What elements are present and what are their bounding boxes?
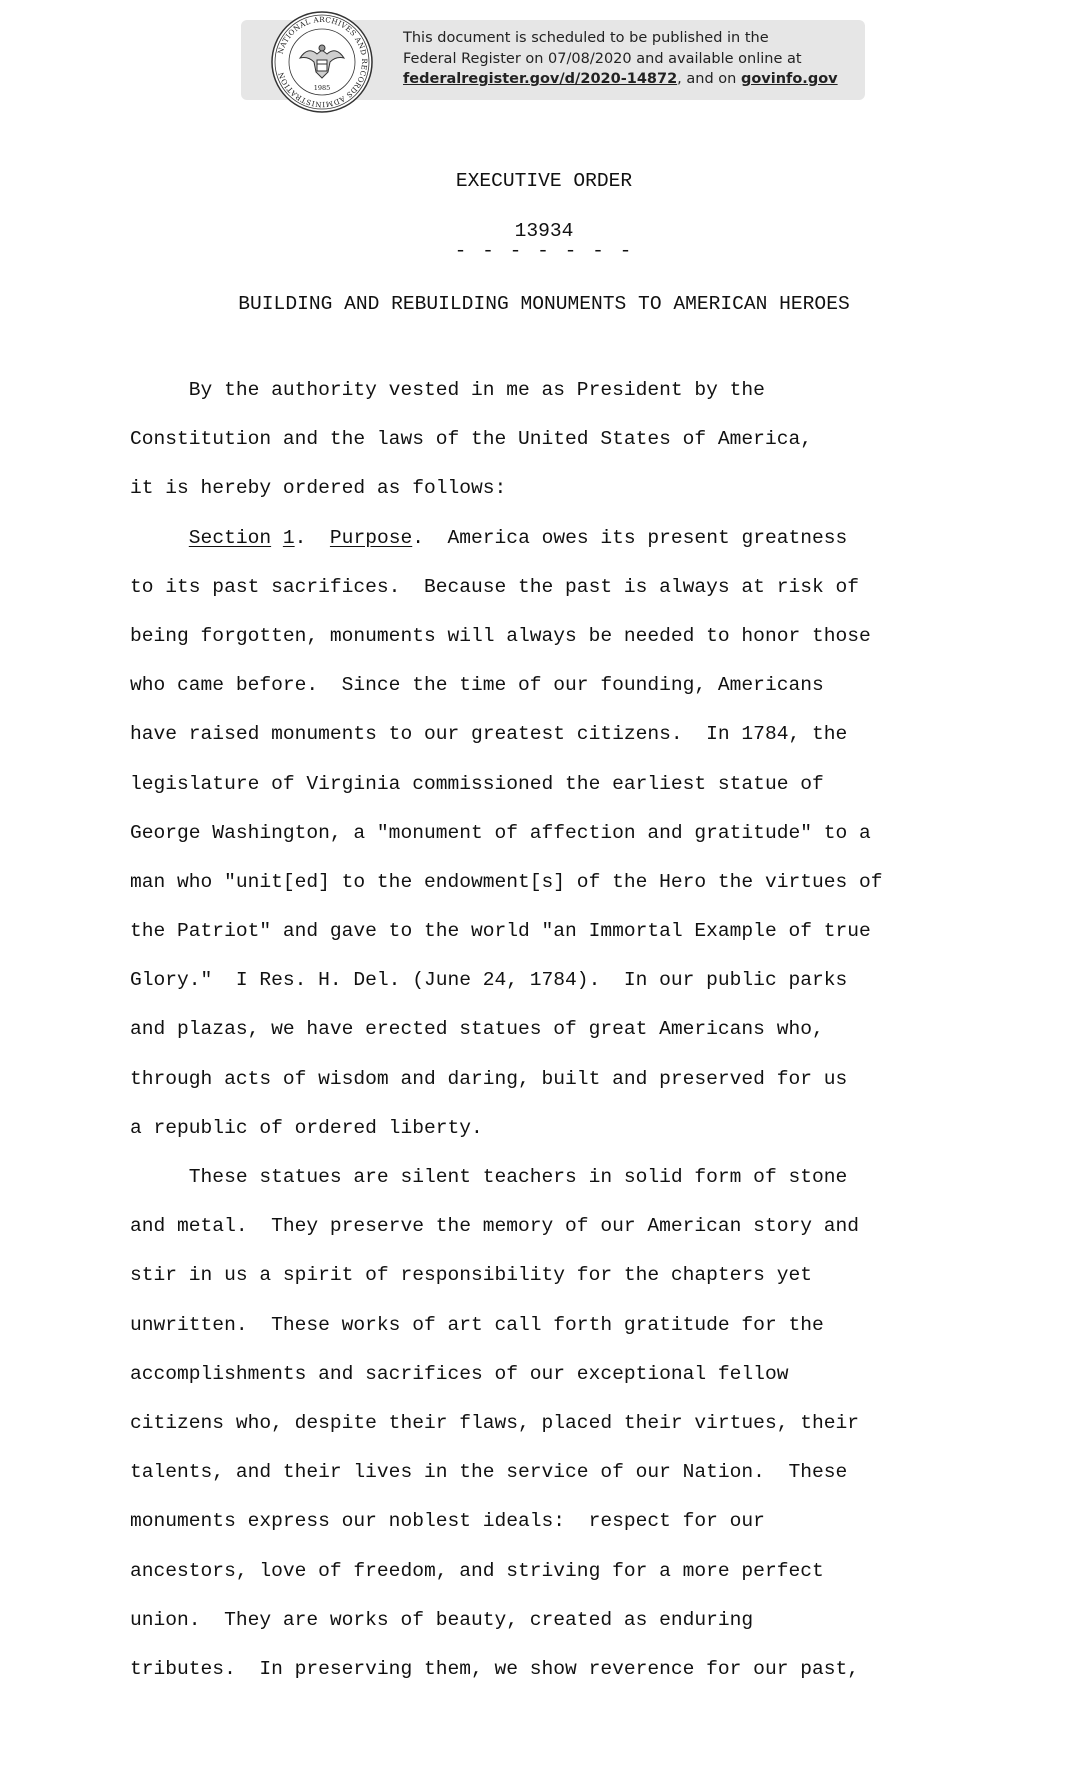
national-archives-seal: [270, 10, 374, 114]
text-line: who came before. Since the time of our founding, Americans: [130, 674, 824, 697]
text-line: union. They are works of beauty, created as enduring: [130, 1608, 754, 1631]
section-heading-line: [130, 514, 1010, 563]
banner-line-1: This document is scheduled to be published in the: [403, 30, 769, 46]
banner-text: [403, 28, 853, 90]
banner-line-2: Federal Register on 07/08/2020 and available online at: [403, 50, 802, 67]
text-line: through acts of wisdom and daring, built and preserved for us: [130, 1067, 848, 1090]
text-line: legislature of Virginia commissioned the earliest statue of: [130, 772, 824, 795]
text-line: By the authority vested in me as President by the: [130, 379, 765, 401]
order-number: 13934: [514, 220, 574, 242]
banner-connector: , and on: [677, 71, 741, 87]
text-line: These statues are silent teachers in solid form of stone: [130, 1166, 848, 1188]
text-line: the Patriot" and gave to the world "an Immortal Example of true: [130, 920, 871, 943]
order-subtitle: BUILDING AND REBUILDING MONUMENTS TO AMERICAN HEROES: [238, 293, 850, 315]
text-line: ancestors, love of freedom, and striving for a more perfect: [130, 1559, 824, 1582]
section-label: Section: [188, 526, 272, 549]
banner-line-3: [403, 69, 853, 90]
federal-register-link[interactable]: federalregister.gov/d/2020-14872: [403, 71, 678, 87]
text-line: talents, and their lives in the service of our Nation. These: [130, 1461, 848, 1484]
section-text: America owes its present greatness: [447, 526, 848, 549]
text-line: citizens who, despite their flaws, placed their virtues, their: [130, 1411, 860, 1434]
text-line: Constitution and the laws of the United States of America,: [130, 428, 812, 451]
text-line: monuments express our noblest ideals: respect for our: [130, 1510, 765, 1533]
text-line: and metal. They preserve the memory of our American story and: [130, 1215, 860, 1238]
document-title: EXECUTIVE ORDER: [455, 170, 633, 192]
seal-year: 1985: [313, 84, 331, 92]
text-line: being forgotten, monuments will always be needed to honor those: [130, 624, 871, 647]
text-line: have raised monuments to our greatest citizens. In 1784, the: [130, 723, 848, 746]
section-number: 1: [282, 526, 295, 549]
text-line: to its past sacrifices. Because the past is always at risk of: [130, 575, 860, 598]
section-indent: [130, 527, 189, 549]
section-heading: Purpose: [329, 526, 413, 549]
section-separator: .: [294, 526, 330, 549]
text-line: and plazas, we have erected statues of great Americans who,: [130, 1018, 824, 1041]
text-line: unwritten. These works of art call forth gratitude for the: [130, 1313, 824, 1336]
text-line: Glory." I Res. H. Del. (June 24, 1784). In our public parks: [130, 969, 848, 992]
text-line: tributes. In preserving them, we show reverence for our past,: [130, 1657, 860, 1680]
govinfo-link[interactable]: govinfo.gov: [740, 71, 838, 87]
text-line: accomplishments and sacrifices of our exceptional fellow: [130, 1362, 789, 1385]
text-line: it is hereby ordered as follows:: [130, 477, 507, 500]
text-line: George Washington, a "monument of affection and gratitude" to a: [130, 821, 871, 844]
title-divider: - - - - - - -: [454, 240, 634, 262]
text-line: a republic of ordered liberty.: [130, 1116, 483, 1139]
document-body: [130, 366, 1010, 1694]
text-line: stir in us a spirit of responsibility for the chapters yet: [130, 1264, 812, 1287]
seal-ring-text: NATIONAL ARCHIVES AND RECORDS ADMINISTRATION: [275, 14, 370, 110]
text-line: man who "unit[ed] to the endowment[s] of the Hero the virtues of: [130, 870, 883, 893]
heading-separator: .: [412, 526, 448, 549]
